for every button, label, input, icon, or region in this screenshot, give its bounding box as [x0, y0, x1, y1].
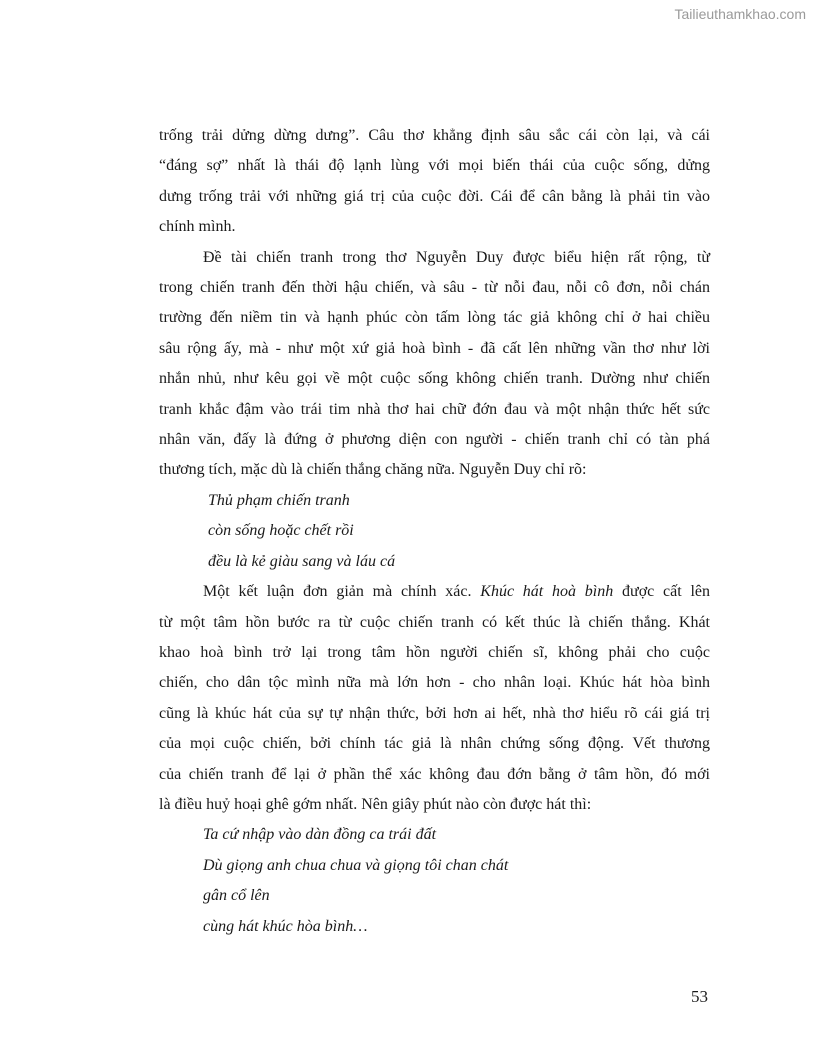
poem-line: cùng hát khúc hòa bình…: [203, 917, 368, 935]
text-line: trong chiến tranh đến thời hậu chiến, và sâu - từ nỗi đau, nỗi cô đơn, nỗi chán: [159, 279, 710, 297]
text-line: trống trải dửng dừng dưng”. Câu thơ khẳng định sâu sắc cái còn lại, và cái: [159, 127, 710, 144]
text-line: nhân văn, đấy là đứng ở phương diện con người - chiến tranh chỉ có tàn phá: [159, 431, 710, 449]
text-line: Đề tài chiến tranh trong thơ Nguyễn Duy được biểu hiện rất rộng, từ: [203, 248, 710, 266]
text-line: [159, 577, 710, 607]
text-line: cũng là khúc hát của sự tự nhận thức, bởi hơn ai hết, nhà thơ hiểu rõ cái giá trị: [159, 704, 710, 722]
poem-line: Ta cứ nhập vào dàn đồng ca trái đất: [203, 826, 437, 844]
poem-quote-1: [159, 486, 710, 577]
text-line: dưng trống trải với những giá trị của cuộc đời. Cái để cân bằng là phải tin vào: [159, 187, 710, 205]
paragraph-1: [159, 121, 710, 243]
page-number: 53: [691, 987, 708, 1006]
text-line: “đáng sợ” nhất là thái độ lạnh lùng với mọi biến thái của cuộc sống, dửng: [159, 157, 710, 175]
poem-line: gân cổ lên: [203, 887, 270, 905]
text-line: chính mình.: [159, 218, 236, 236]
poem-line: đều là kẻ giàu sang và láu cá: [208, 552, 396, 570]
poem-line: còn sống hoặc chết rồi: [208, 522, 354, 540]
poem-title: Khúc hát hoà bình: [480, 583, 614, 601]
paragraph-3: [159, 577, 710, 820]
poem-line: Thủ phạm chiến tranh: [208, 491, 350, 509]
paragraph-2: [159, 243, 710, 486]
text-line: sâu rộng ấy, mà - như một xứ giả hoà bình - đã cất lên những vần thơ như lời: [159, 339, 710, 357]
text-span: được cất lên: [622, 583, 711, 601]
poem-line: Dù giọng anh chua chua và giọng tôi chan chát: [203, 856, 509, 874]
text-line: nhắn nhủ, như kêu gọi về một cuộc sống không chiến tranh. Dường như chiến: [159, 370, 710, 388]
text-line: là điều huỷ hoại ghê gớm nhất. Nên giây phút nào còn được hát thì:: [159, 795, 592, 813]
watermark: Tailieuthamkhao.com: [674, 6, 806, 22]
text-line: của chiến tranh để lại ở phần thể xác không đau đớn bằng ở tâm hồn, đó mới: [159, 765, 710, 783]
poem-quote-2: [159, 820, 710, 942]
text-line: chiến, cho dân tộc mình nữa mà lớn hơn - cho nhân loại. Khúc hát hòa bình: [159, 674, 710, 692]
text-line: trường đến niềm tin và hạnh phúc còn tấm lòng tác giả không chỉ ở hai chiều: [159, 309, 710, 327]
document-body: [159, 121, 710, 942]
text-line: tranh khắc đậm vào trái tim nhà thơ hai chữ đớn đau và một nhận thức hết sức: [159, 400, 710, 418]
text-line: khao hoà bình trở lại trong tâm hồn người chiến sĩ, không phải cho cuộc: [159, 643, 710, 661]
text-span: Một kết luận đơn giản mà chính xác.: [203, 583, 472, 601]
text-line: từ một tâm hồn bước ra từ cuộc chiến tranh có kết thúc là chiến thắng. Khát: [159, 613, 710, 631]
text-line: của mọi cuộc chiến, bởi chính tác giả là nhân chứng sống động. Vết thương: [159, 735, 710, 753]
text-line: thương tích, mặc dù là chiến thắng chăng nữa. Nguyễn Duy chỉ rõ:: [159, 461, 587, 479]
